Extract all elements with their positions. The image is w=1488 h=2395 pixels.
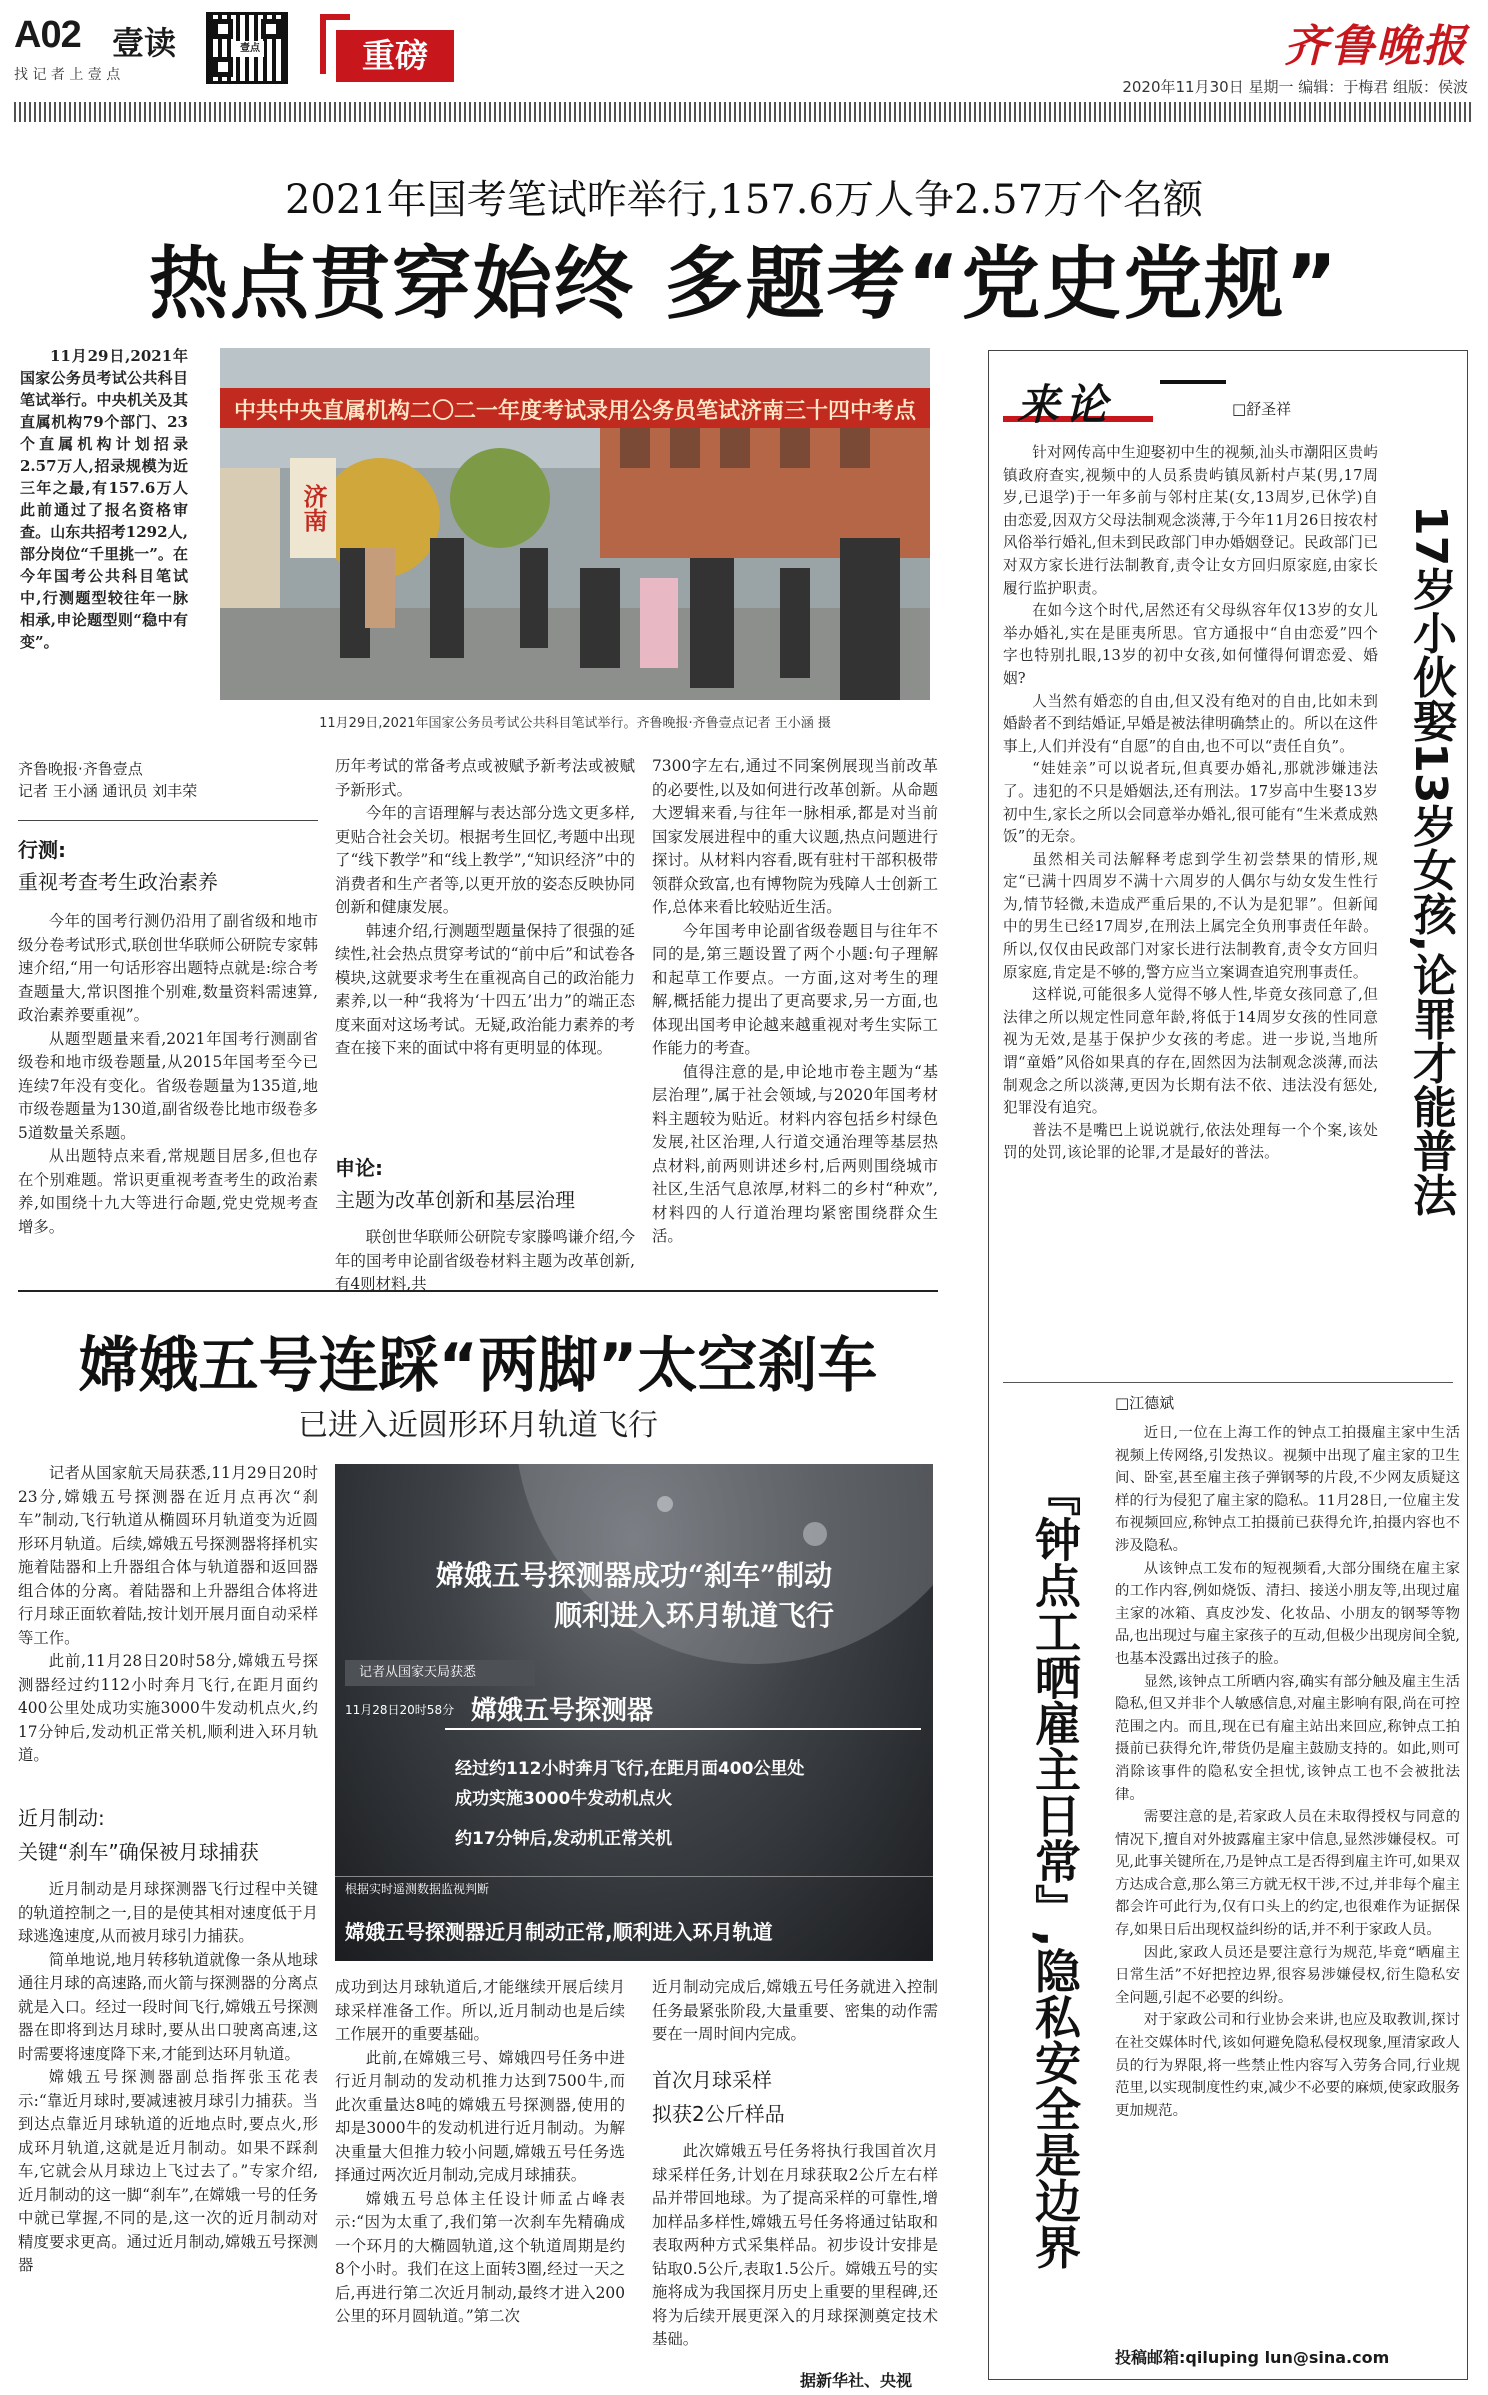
lead-kicker: 2021年国考笔试昨举行,157.6万人争2.57万个名额: [284, 177, 1204, 223]
info-line3: 约17分钟后,发动机正常关机: [455, 1829, 673, 1849]
paragraph: 简单地说,地月转移轨道就像一条从地球通往月球的高速路,而火箭与探测器的分离点就是入口。经过一段时间飞行,嫦娥五号探测器在即将到达月球时,要从出口驶离高速,这时需要将速度降下来,才能到达环月轨道。: [18, 1950, 318, 2063]
paragraph: 从该钟点工发布的短视频看,大部分围绕在雇主家的工作内容,例如烧饭、清扫、接送小朋友等,出现过雇主家的冰箱、真皮沙发、化妆品、小朋友的钢琴等物品,也出现过与雇主家孩子的互动,但极少出现房间全貌,也基本没露出过孩子的脸。: [1115, 1560, 1460, 1667]
paragraph: 此前,在嫦娥三号、嫦娥四号任务中进行近月制动的发动机推力达到7500牛,而此次重量达8吨的嫦娥五号探测器,使用的却是3000牛的发动机进行近月制动。为解决重量大但推力较小问题,嫦娥五号任务选择通过两次近月制动,完成月球捕获。: [335, 2048, 625, 2184]
paragraph: 虽然相关司法解释考虑到学生初尝禁果的情形,规定“已满十四周岁不满十六周岁的人偶尔与幼女发生性行为,情节轻微,未造成严重后果的,不认为是犯罪”。但新闻中的男生已经17周岁,在刑法上属完全负刑事责任年龄。所以,仅仅由民政部门对家长进行法制教育,责令女方回归原家庭,肯定是不够的,警方应当立案调查追究刑事责任。: [1003, 850, 1378, 981]
slogan: 找 记 者 上 壹 点: [14, 67, 121, 83]
paragraph: 嫦娥五号总体主任设计师孟占峰表示:“因为太重了,我们第一次刹车先精确成一个环月的大椭圆轨道,这个轨道周期是约8个小时。我们在这上面转3圈,经过一天之后,再进行第二次近月制动,最终才进入200公里的环月圆轨道。”第二次: [335, 2189, 625, 2325]
a1-author: □舒圣祥: [1232, 400, 1292, 418]
paragraph: 今年的国考行测仍沿用了副省级和地市级分卷考试形式,联创世华联师公研院专家韩速介绍,“用一句话形容出题特点就是:综合考查题量大,常识图推个别难,数量资料需速算,政治素养要重视”。: [18, 912, 318, 1024]
page-number: A02: [14, 14, 81, 56]
a1-body: [1003, 442, 1378, 1165]
a1-title: 17岁小伙娶13岁女孩,论罪才能普法: [1405, 505, 1456, 1217]
change-col1b: [18, 1878, 318, 2278]
byline: [18, 758, 197, 802]
lead-sub2-title: 主题为改革创新和基层治理: [335, 1188, 575, 1212]
paragraph: 韩速介绍,行测题型题量保持了很强的延续性,社会热点贯穿考试的“前中后”和试卷各模块,这就要求考生在重视高自己的政治能力素养,以一种“我将为‘十四五’出力”的端正态度来面对这场考试。无疑,政治能力素养的考查在接下来的面试中将有更明显的体现。: [335, 921, 635, 1057]
paragraph: 成功到达月球轨道后,才能继续开展后续月球采样准备工作。所以,近月制动也是后续工作展开的重要基础。: [335, 1978, 625, 2043]
change-col1: [18, 1462, 318, 1768]
lead-col3: [652, 755, 938, 1249]
paragraph: 需要注意的是,若家政人员在未取得授权与同意的情况下,擅自对外披露雇主家中信息,显然涉嫌侵权。可见,此事关键所在,乃是钟点工是否得到雇主许可,如果双方达成合意,那么第三方就无权干涉,不过,并非每个雇主都会许可此行为,仅有口头上的约定,也很难作为证据保存,如果日后出现权益纠纷的话,并不利于家政人员。: [1115, 1809, 1460, 1939]
paper-logo: 齐鲁晚报: [1284, 21, 1468, 72]
info-probe: 嫦娥五号探测器: [471, 1696, 654, 1726]
change-col3: [652, 1976, 938, 2047]
info-title1: 嫦娥五号探测器成功“刹车”制动: [435, 1559, 833, 1592]
paragraph: 针对网传高中生迎娶初中生的视频,汕头市潮阳区贵屿镇政府查实,视频中的人员系贵屿镇凤新村卢某(男,17周岁,已退学)于一年多前与邻村庄某(女,13周岁,已休学)自由恋爱,因双方父母法制观念淡薄,于今年11月26日按农村风俗举行婚礼,但未到民政部门申办婚姻登记。民政部门已对双方家长进行法制教育,责令让女方回归原家庭,由家长履行监护职责。: [1003, 444, 1378, 597]
paragraph: 从题型题量来看,2021年国考行测副省级卷和地市级卷题量,从2015年国考至今已连续7年没有变化。省级卷题量为135道,地市级卷题量为130道,副省级卷比地市级卷多5道数量关系题。: [18, 1029, 318, 1142]
byline-rule: [18, 820, 318, 821]
paragraph: 联创世华联师公研院专家滕鸣谦介绍,今年的国考申论副省级卷材料主题为改革创新,有4则材料,共: [335, 1228, 635, 1293]
paragraph: 近日,一位在上海工作的钟点工拍摄雇主家中生活视频上传网络,引发热议。视频中出现了雇主家的卫生间、卧室,甚至雇主孩子弹钢琴的片段,不少网友质疑这样的行为侵犯了雇主家的隐私。11月28日,一位雇主发布视频回应,称钟点工拍摄前已获得允许,拍摄内容也不涉及隐私。: [1115, 1425, 1460, 1554]
paragraph: 因此,家政人员还是要注意行为规范,毕竟“晒雇主日常生活”不好把控边界,很容易涉嫌侵权,衍生隐私安全问题,引起不必要的纠纷。: [1115, 1944, 1460, 2006]
byline-authors: 记者 王小涵 通讯员 刘丰荣: [18, 782, 198, 800]
date-line: 2020年11月30日 星期一 编辑：于梅君 组版：侯波: [1122, 78, 1468, 96]
change-infographic[interactable]: [335, 1464, 933, 1961]
lead-headline: 热点贯穿始终 多题考“党史党规”: [148, 238, 1340, 330]
paragraph: 历年考试的常备考点或被赋予新考法或被赋予新形式。: [335, 757, 635, 799]
info-bottom: 嫦娥五号探测器近月制动正常,顺利进入环月轨道: [345, 1920, 773, 1944]
lead-sub1-title: 重视考查考生政治素养: [18, 870, 218, 894]
paragraph: 今年的言语理解与表达部分选文更多样,更贴合社会关切。根据考生回忆,考题中出现了“线下教学”和“线上教学”,“知识经济”中的消费者和生产者等,以更开放的姿态反映协同创新和健康发展。: [335, 804, 635, 916]
a2-author: □江德斌: [1115, 1394, 1175, 1412]
header-rule: [14, 102, 1474, 122]
qr-code[interactable]: [206, 12, 288, 84]
opinion-divider: [1003, 1382, 1453, 1383]
paragraph: 人当然有婚恋的自由,但又没有绝对的自由,比如未到婚龄者不到结婚证,早婚是被法律明确禁止的。所以在这件事上,人们并没有“自愿”的自由,也不可以“责任自负”。: [1003, 692, 1378, 755]
change-sub2b: 拟获2公斤样品: [652, 2102, 785, 2126]
paragraph: 在如今这个时代,居然还有父母纵容年仅13岁的女儿举办婚礼,实在是匪夷所思。官方通报中“自由恋爱”四个字也特别扎眼,13岁的初中女孩,如何懂得何谓恋爱、婚姻?: [1003, 602, 1378, 687]
byline-outlet: 齐鲁晚报·齐鲁壹点: [18, 760, 143, 778]
submission-email[interactable]: 投稿邮箱:qiluping lun@sina.com: [1115, 2348, 1390, 2367]
paragraph: 近月制动完成后,嫦娥五号任务就进入控制任务最紧张阶段,大量重要、密集的动作需要在一周时间内完成。: [652, 1978, 938, 2043]
photo-banner-text: 中共中央直属机构二〇二一年度考试录用公务员笔试济南三十四中考点: [233, 399, 916, 424]
paragraph: “娃娃亲”可以说者玩,但真要办婚礼,那就涉嫌违法了。违犯的不只是婚姻法,还有刑法。17岁高中生娶13岁初中生,家长之所以会同意举办婚礼,很可能有“生米煮成熟饭”的无奈。: [1003, 760, 1378, 846]
exam-photo[interactable]: [220, 348, 930, 700]
info-tag2: 根据实时遥测数据监视判断: [345, 1882, 490, 1896]
change-source: 据新华社、央视: [800, 2371, 913, 2390]
lead-sub1-tag: 行测:: [18, 838, 66, 862]
paragraph: 对于家政公司和行业协会来讲,也应及取教训,探讨在社交媒体时代,该如何避免隐私侵权现象,厘清家政人员的行为界限,将一些禁止性内容写入劳务合同,行业规范里,以实现制度性约束,减少不必要的麻烦,使家政服务更加规范。: [1115, 2012, 1460, 2119]
section-divider: [18, 1290, 938, 1292]
a2-body: [1115, 1422, 1460, 2122]
lead-col2b: [335, 1226, 635, 1297]
change-headline: 嫦娥五号连踩“两脚”太空刹车: [78, 1331, 878, 1401]
change-col2: [335, 1976, 625, 2329]
paragraph: 值得注意的是,申论地市卷主题为“基层治理”,属于社会领域,与2020年国考材料主题较为贴近。材料内容包括乡村绿色发展,社区治理,人行道交通治理等基层热点材料,前两则讲述乡村,后两则围绕城市社区,生活气息浓厚,材料二的乡村“种欢”,材料四的人行道治理均紧密围绕群众生活。: [652, 1062, 938, 1245]
change-sub1a: 近月制动:: [18, 1806, 105, 1830]
section-badge: 重磅: [336, 30, 454, 82]
change-sub1b: 关键“刹车”确保被月球捕获: [18, 1840, 259, 1864]
lead-sub2-tag: 申论:: [335, 1156, 383, 1180]
lead-intro: 11月29日,2021年国家公务员考试公共科目笔试举行。中央机关及其直属机构79个部门、23个直属机构计划招录2.57万人,招录规模为近三年之最,有157.6万人此前通过了报名资格审查。山东共招考1292人,部分岗位“千里挑一”。在今年国考公共科目笔试中,行测题型较往年一脉相承,申论题型则“稳中有变”。: [20, 347, 188, 651]
change-subhead: 已进入近圆形环月轨道飞行: [298, 1408, 658, 1443]
lead-col2: [335, 755, 635, 1061]
change-col3b: [652, 2140, 938, 2352]
paragraph: 今年国考申论副省级卷题目与往年不同的是,第三题设置了两个小题:句子理解和起草工作要点。一方面,这对考生的理解,概括能力提出了更高要求,另一方面,也体现出国考申论越来越重视对考生实际工作能力的考查。: [652, 921, 938, 1057]
paragraph: 嫦娥五号探测器副总指挥张玉花表示:“靠近月球时,要减速被月球引力捕获。当到达点靠近月球轨道的近地点时,要点火,形成环月轨道,这就是近月制动。如果不踩刹车,它就会从月球边上飞过去了。”专家介绍,近月制动的这一脚“刹车”,在嫦娥一号的任务中就已掌握,不同的是,这一次的近月制动对精度要求更高。通过近月制动,嫦娥五号探测器: [18, 2068, 318, 2274]
paragraph: 显然,该钟点工所晒内容,确实有部分触及雇主生活隐私,但又并非个人敏感信息,对雇主影响有限,尚在可控范围之内。而且,现在已有雇主站出来回应,称钟点工拍摄前已获得允许,带货仍是雇主鼓励支持的。如此,则可消除该事件的隐私安全担忧,该钟点工也不会被批法律。: [1115, 1673, 1460, 1803]
section-name: 壹读: [112, 24, 177, 62]
info-tag: 记者从国家天局获悉: [345, 1660, 535, 1686]
paragraph: 此次嫦娥五号任务将执行我国首次月球采样任务,计划在月球获取2公斤左右样品并带回地球。为了提高采样的可靠性,增加样品多样性,嫦娥五号任务将通过钻取和表取两种方式采集样品。初步设计安排是钻取0.5公斤,表取1.5公斤。嫦娥五号的实施将成为我国探月历史上重要的里程碑,还将为后续开展更深入的月球探测奠定技术基础。: [652, 2142, 938, 2348]
paragraph: 这样说,可能很多人觉得不够人性,毕竟女孩同意了,但法律之所以规定性同意年龄,将低于14周岁女孩的性同意视为无效,是基于保护少女孩的考虑。进一步说,当地所谓“童婚”风俗如果真的存在,固然因为法制观念淡薄,而法制观念之所以淡薄,更因为长期有法不依、违法没有惩处,犯罪没有追究。: [1003, 986, 1378, 1117]
paragraph: 从出题特点来看,常规题目居多,但也存在个别难题。常识更重视考查考生的政治素养,如围绕十九大等进行命题,党史党规考查增多。: [18, 1147, 318, 1236]
qr-label: 壹点: [236, 41, 264, 57]
paragraph: 此前,11月28日20时58分,嫦娥五号探测器经过约112小时奔月飞行,在距月面约400公里处成功实施3000牛发动机点火,约17分钟后,发动机正常关机,顺利进入环月轨道。: [18, 1652, 318, 1764]
change-sub2a: 首次月球采样: [652, 2068, 772, 2092]
info-line1: 经过约112小时奔月飞行,在距月面400公里处: [455, 1759, 805, 1779]
paragraph: 普法不是嘴巴上说说就行,依法处理每一个个案,该处罚的处罚,该论罪的论罪,才是最好的普法。: [1003, 1121, 1378, 1162]
paragraph: 7300字左右,通过不同案例展现当前改革的必要性,以及如何进行改革创新。从命题大逻辑来看,与往年一脉相承,都是对当前国家发展进程中的重大议题,热点问题进行探讨。从材料内容看,既有驻村干部积极带领群众致富,也有博物院为残障人士创新工作,总体来看比较贴近生活。: [652, 757, 938, 916]
info-title2: 顺利进入环月轨道飞行: [553, 1599, 834, 1632]
photo-gate-sign: 济南: [290, 458, 336, 558]
info-line2: 成功实施3000牛发动机点火: [455, 1789, 673, 1809]
photo-caption: 11月29日,2021年国家公务员考试公共科目笔试举行。齐鲁晚报·齐鲁壹点记者 王小涵 摄: [319, 716, 831, 731]
paragraph: 近月制动是月球探测器飞行过程中关键的轨道控制之一,目的是使其相对速度低于月球逃逸速度,从而被月球引力捕获。: [18, 1880, 318, 1945]
paragraph: 记者从国家航天局获悉,11月29日20时23分,嫦娥五号探测器在近月点再次“刹车”制动,飞行轨道从椭圆环月轨道变为近圆形环月轨道。后续,嫦娥五号探测器将择机实施着陆器和上升器组合体与轨道器和返回器组合体的分离。着陆器和上升器组合体将进行月球正面软着陆,按计划开展月面自动采样等工作。: [18, 1464, 318, 1647]
info-time: 11月28日20时58分: [345, 1703, 455, 1717]
a2-title: 『钟点工晒雇主日常』,隐私安全是边界: [1028, 1470, 1082, 2270]
lead-col1: [18, 910, 318, 1239]
opinion-logo-rule: [1160, 380, 1226, 384]
opinion-logo: 来论: [1003, 372, 1153, 422]
